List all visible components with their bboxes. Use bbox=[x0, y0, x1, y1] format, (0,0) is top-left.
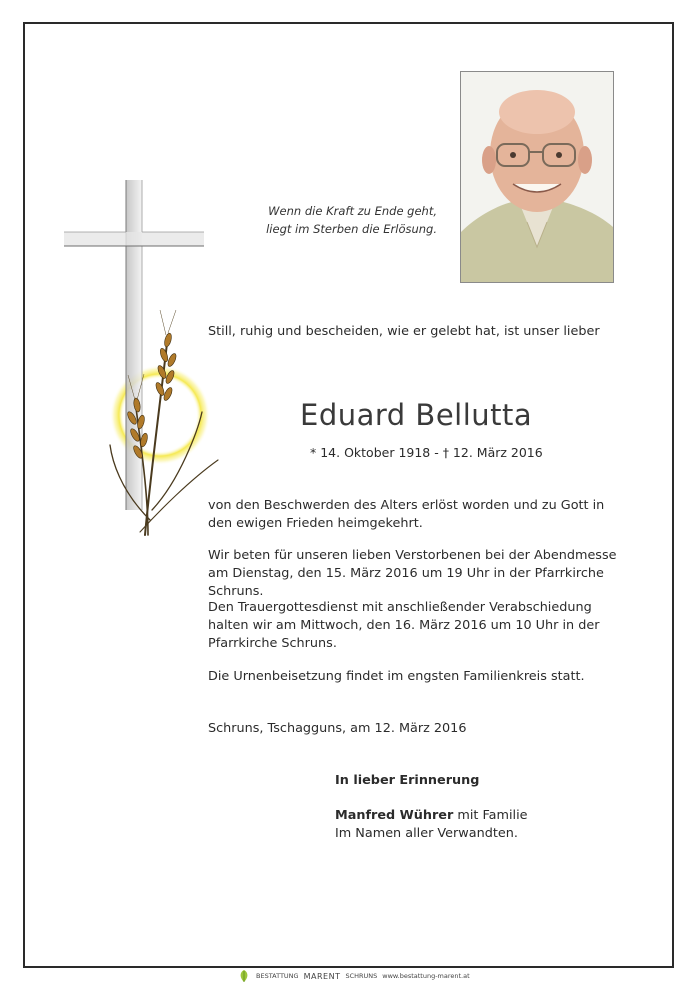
paragraph-urn-burial: Die Urnenbeisetzung findet im engsten Familienkreis statt. bbox=[208, 669, 585, 684]
paragraph-release: von den Beschwerden des Alters erlöst worden und zu Gott in den ewigen Frieden heimgekehrt. bbox=[208, 498, 605, 531]
footer-town: SCHRUNS bbox=[345, 972, 378, 980]
cross-horizontal-beam bbox=[64, 232, 204, 246]
quote-line-1: Wenn die Kraft zu Ende geht, bbox=[268, 204, 437, 218]
quote-line-2: liegt im Sterben die Erlösung. bbox=[266, 222, 437, 236]
leaf-logo-icon bbox=[237, 969, 251, 983]
place-and-date: Schruns, Tschagguns, am 12. März 2016 bbox=[208, 721, 467, 736]
portrait-photo bbox=[460, 71, 614, 283]
signature-name-suffix: mit Familie bbox=[453, 808, 528, 823]
signature-name: Manfred Wührer bbox=[335, 808, 454, 823]
life-dates: * 14. Oktober 1918 - † 12. März 2016 bbox=[310, 445, 543, 460]
signature-relatives-line: Im Namen aller Verwandten. bbox=[335, 826, 518, 841]
deceased-name: Eduard Bellutta bbox=[300, 398, 533, 432]
signature-family-line bbox=[335, 807, 528, 825]
footer-brand bbox=[237, 969, 470, 983]
signature-heading: In lieber Erinnerung bbox=[335, 773, 480, 788]
intro-text: Still, ruhig und bescheiden, wie er gelebt hat, ist unser lieber bbox=[208, 324, 600, 339]
footer-marent: MARENT bbox=[303, 971, 341, 981]
footer-url[interactable]: www.bestattung-marent.at bbox=[382, 972, 470, 980]
quote-block bbox=[266, 202, 437, 238]
cross-wheat-illustration bbox=[40, 160, 240, 550]
paragraph-funeral-service: Den Trauergottesdienst mit anschließender Verabschiedung halten wir am Mittwoch, den 16. März 2016 um 10 Uhr in der Pfarrkirche Schruns. bbox=[208, 600, 600, 651]
footer-bestattung: BESTATTUNG bbox=[256, 972, 299, 980]
sun-ring bbox=[110, 365, 210, 465]
paragraph-evening-mass: Wir beten für unseren lieben Verstorbenen bei der Abendmesse am Dienstag, den 15. März 2016 um 19 Uhr in der Pfarrkirche Schruns. bbox=[208, 548, 617, 599]
cross-vertical-beam bbox=[126, 180, 142, 510]
